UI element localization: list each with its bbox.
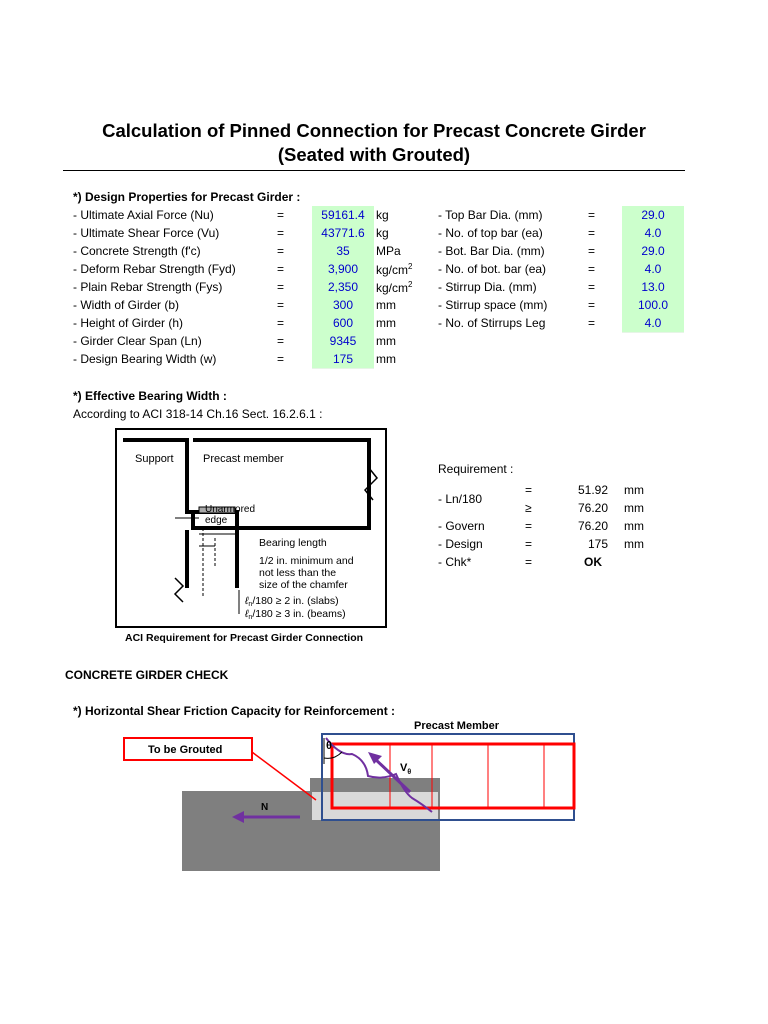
input-value-cell: 600 — [312, 314, 374, 333]
equals-sign: = — [277, 352, 285, 366]
requirement-eq: = — [525, 483, 533, 497]
input-value-cell: 29.0 — [622, 242, 684, 261]
shear-friction-figure — [120, 716, 580, 876]
property-label: - Stirrup Dia. (mm) — [438, 280, 537, 294]
requirement-row — [438, 553, 658, 571]
figure-edge-label: edge — [205, 515, 228, 526]
equals-sign: = — [277, 334, 285, 348]
equals-sign: = — [588, 226, 596, 240]
requirement-label: - Design — [438, 537, 483, 551]
input-value-cell: 2,350 — [312, 278, 374, 297]
property-label: - Deform Rebar Strength (Fyd) — [73, 262, 236, 276]
equals-sign: = — [277, 226, 285, 240]
figure-bearing-length: Bearing length — [259, 537, 327, 549]
unit-label — [376, 280, 412, 295]
requirement-eq: ≥ — [525, 501, 532, 515]
property-label: - Stirrup space (mm) — [438, 298, 548, 312]
unit-label — [376, 352, 396, 366]
property-row — [73, 350, 396, 368]
property-row — [438, 260, 688, 278]
unit-text: kg — [376, 208, 389, 222]
input-value-cell: 43771.6 — [312, 224, 374, 243]
equals-sign: = — [588, 280, 596, 294]
property-row — [438, 278, 688, 296]
v-label — [400, 762, 411, 776]
equals-sign: = — [277, 208, 285, 222]
equals-sign: = — [277, 280, 285, 294]
property-label: - No. of Stirrups Leg — [438, 316, 546, 330]
requirement-unit: mm — [624, 537, 644, 551]
figure-support-label: Support — [135, 453, 174, 465]
requirement-value: 76.20 — [577, 519, 608, 533]
property-label: - No. of top bar (ea) — [438, 226, 543, 240]
input-value-cell: 9345 — [312, 332, 374, 351]
equals-sign: = — [277, 244, 285, 258]
unit-label — [376, 244, 401, 258]
property-row — [73, 332, 396, 350]
beams-text: /180 ≥ 3 in. (beams) — [252, 608, 346, 620]
property-row — [73, 296, 396, 314]
page-title: Calculation of Pinned Connection for Precast Concrete Girder — [102, 120, 646, 141]
unit-text: mm — [376, 352, 396, 366]
property-row — [73, 206, 393, 224]
property-row — [438, 296, 688, 314]
figure-note-3: size of the chamfer — [259, 579, 348, 591]
title-divider — [63, 170, 685, 171]
property-row — [438, 314, 688, 332]
v-label-sub: θ — [407, 769, 412, 776]
bearing-heading: *) Effective Bearing Width : — [73, 389, 227, 403]
requirement-unit: mm — [624, 501, 644, 515]
support-ledge — [310, 778, 440, 791]
ln-symbol: ℓ — [245, 595, 249, 607]
property-label: - Concrete Strength (f'c) — [73, 244, 201, 258]
theta-label: θ — [326, 740, 332, 752]
property-label: - Width of Girder (b) — [73, 298, 180, 312]
unit-text: kg — [376, 226, 389, 240]
requirement-eq: = — [525, 537, 533, 551]
equals-sign: = — [588, 244, 596, 258]
property-row — [438, 242, 688, 260]
figure-slabs-line — [244, 595, 339, 608]
property-row — [73, 278, 413, 296]
requirement-heading: Requirement : — [438, 462, 514, 476]
property-row — [73, 242, 401, 260]
n-label: N — [261, 802, 269, 813]
girder-check-heading: CONCRETE GIRDER CHECK — [65, 668, 229, 682]
slabs-text: /180 ≥ 2 in. (slabs) — [252, 595, 339, 607]
design-properties-heading: *) Design Properties for Precast Girder : — [73, 190, 301, 204]
unit-label — [376, 208, 389, 222]
requirement-label: - Govern — [438, 519, 485, 533]
property-label: - Bot. Bar Dia. (mm) — [438, 244, 545, 258]
unit-superscript: 2 — [408, 262, 413, 271]
requirement-value: OK — [584, 555, 602, 569]
equals-sign: = — [588, 316, 596, 330]
equals-sign: = — [277, 262, 285, 276]
equals-sign: = — [588, 208, 596, 222]
v-label-main: V — [400, 762, 408, 774]
input-value-cell: 59161.4 — [312, 206, 374, 225]
figure-note-2: not less than the — [259, 567, 337, 579]
unit-text: kg/cm — [376, 263, 409, 277]
page-subtitle: (Seated with Grouted) — [277, 144, 471, 165]
unit-label — [376, 316, 396, 330]
requirement-row — [438, 535, 658, 553]
requirement-row — [438, 499, 658, 517]
requirement-eq: = — [525, 519, 533, 533]
input-value-cell: 300 — [312, 296, 374, 315]
shear-friction-heading: *) Horizontal Shear Friction Capacity for Reinforcement : — [73, 704, 396, 718]
property-label: - Design Bearing Width (w) — [73, 352, 217, 366]
property-label: - Girder Clear Span (Ln) — [73, 334, 202, 348]
input-value-cell: 13.0 — [622, 278, 684, 297]
unit-label — [376, 334, 396, 348]
property-label: - Plain Rebar Strength (Fys) — [73, 280, 223, 294]
property-row — [73, 224, 393, 242]
input-value-cell: 3,900 — [312, 260, 374, 279]
requirement-value: 51.92 — [577, 483, 608, 497]
unit-text: MPa — [376, 244, 401, 258]
requirement-value: 175 — [587, 537, 608, 551]
figure-beams-line — [244, 608, 346, 621]
property-row — [438, 206, 688, 224]
figure-precast-label: Precast member — [203, 453, 284, 465]
unit-label — [376, 226, 389, 240]
requirement-row — [438, 517, 658, 535]
unit-label — [376, 298, 396, 312]
figure-caption: ACI Requirement for Precast Girder Connection — [125, 632, 364, 644]
input-value-cell: 4.0 — [622, 224, 684, 243]
equals-sign: = — [277, 316, 285, 330]
input-value-cell: 100.0 — [622, 296, 684, 315]
precast-member-label: Precast Member — [414, 720, 499, 732]
input-value-cell: 4.0 — [622, 260, 684, 279]
property-row — [73, 260, 413, 278]
aci-bearing-figure — [115, 428, 387, 646]
input-value-cell: 35 — [312, 242, 374, 261]
property-label: - Ultimate Axial Force (Nu) — [73, 208, 214, 222]
property-row — [438, 224, 688, 242]
requirement-label: - Ln/180 — [438, 492, 483, 506]
requirement-eq: = — [525, 555, 533, 569]
figure-note-1: 1/2 in. minimum and — [259, 555, 354, 567]
ln-symbol-2: ℓ — [245, 608, 249, 620]
equals-sign: = — [588, 262, 596, 276]
property-label: - No. of bot. bar (ea) — [438, 262, 547, 276]
property-label: - Ultimate Shear Force (Vu) — [73, 226, 220, 240]
requirement-value: 76.20 — [577, 501, 608, 515]
equals-sign: = — [277, 298, 285, 312]
input-value-cell: 4.0 — [622, 314, 684, 333]
requirement-label: - Chk* — [438, 555, 472, 569]
unit-text: mm — [376, 298, 396, 312]
unit-text: mm — [376, 334, 396, 348]
unit-superscript: 2 — [408, 280, 413, 289]
unit-text: kg/cm — [376, 281, 409, 295]
input-value-cell: 29.0 — [622, 206, 684, 225]
requirement-unit: mm — [624, 519, 644, 533]
property-row — [73, 314, 396, 332]
requirement-unit: mm — [624, 483, 644, 497]
unit-label — [376, 262, 412, 277]
input-value-cell: 175 — [312, 350, 374, 369]
unit-text: mm — [376, 316, 396, 330]
property-label: - Height of Girder (h) — [73, 316, 184, 330]
grouted-callout-label: To be Grouted — [148, 744, 223, 756]
ln-sub-2: n — [248, 614, 253, 621]
property-label: - Top Bar Dia. (mm) — [438, 208, 543, 222]
bearing-reference: According to ACI 318-14 Ch.16 Sect. 16.2.6.1 : — [73, 407, 323, 421]
figure-unarmored-label: Unarmored — [205, 504, 256, 515]
ln-sub: n — [248, 601, 253, 608]
equals-sign: = — [588, 298, 596, 312]
